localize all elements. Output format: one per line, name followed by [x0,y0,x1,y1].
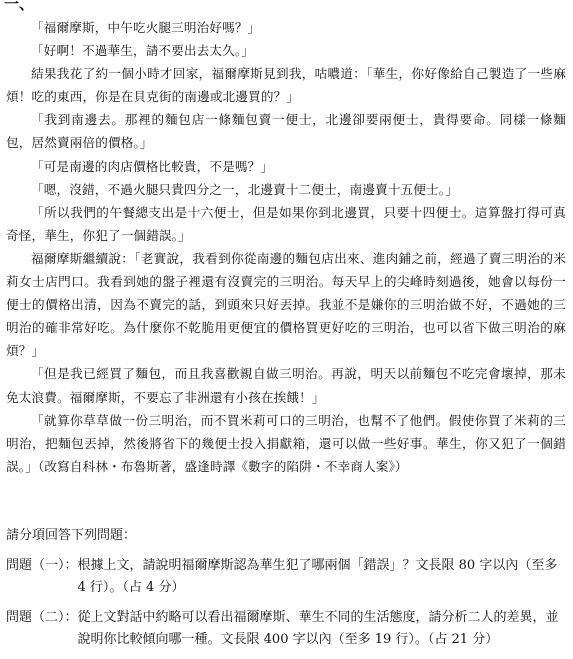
passage-paragraph: 「好啊！不過華生，請不要出去太久。」 [31,43,255,59]
section-heading: 一、 [4,0,35,13]
passage-paragraph: 結果我花了約一個小時才回家，福爾摩斯見到我，咕噥道：「華生，你好像給自己製造了一些麻煩！吃的東西，你是在貝克街的南邊或北邊買的？」 [6,66,566,105]
question-2 [6,607,568,651]
passage-paragraph: 「但是我已經買了麵包，而且我喜歡親自做三明治。再說，明天以前麵包不吃完會壞掉，那未免太浪費。福爾摩斯，不要忘了非洲還有小孩在挨餓！」 [6,366,566,405]
passage-paragraph: 「所以我們的午餐總支出是十六便士，但是如果你到北邊買，只要十四便士。這算盤打得可真奇怪，華生，你犯了一個錯誤。」 [6,204,566,243]
passage-paragraph: 「福爾摩斯，中午吃火腿三明治好嗎？」 [31,20,261,35]
question-1-label: 問題（一）： [6,558,78,573]
question-1 [6,555,568,599]
question-1-text: 根據上文，請說明福爾摩斯認為華生犯了哪兩個「錯誤」？文長限 80 字以內（至多 4 行）。（占 4 分） [77,558,558,595]
passage-paragraph: 「我到南邊去。那裡的麵包店一條麵包賣一便士，北邊卻要兩便士，貴得要命。同樣一條麵包，居然賣兩倍的價格。」 [6,112,566,151]
passage-paragraph: 福爾摩斯繼續說：「老實說，我看到你從南邊的麵包店出來、進肉鋪之前，經過了賣三明治的米莉女士店門口。我看到她的盤子裡還有沒賣完的三明治。每天早上的尖峰時刻過後，她會以每份一便士的價格出清，因為不賣完的話，到頭來只好丟掉。我並不是嫌你的三明治做不好，不過她的三明治的確非常好吃。為什麼你不乾脆用更便宜的價格買更好吃的三明治，也可以省下做三明治的麻煩？」 [6,250,566,359]
passage-paragraph: 「就算你草草做一份三明治，而不買米莉可口的三明治，也幫不了他們。假使你買了米莉的三明治，把麵包丟掉，然後將省下的幾便士投入捐獻箱，還可以做一些好事。華生，你又犯了一個錯誤。」（改寫自科林・布魯斯著，盛逢時譯《數字的陷阱・不幸商人案》） [6,412,566,474]
question-instructions: 請分項回答下列問題： [6,528,137,543]
question-2-label: 問題（二）： [6,610,78,625]
passage-paragraph: 「可是南邊的肉店價格比較貴，不是嗎？」 [31,158,274,174]
question-2-text: 從上文對話中約略可以看出福爾摩斯、華生不同的生活態度，請分析二人的差異，並說明你比較傾向哪一種。文長限 400 字以內（至多 19 行）。（占 21 分） [77,610,559,647]
reading-passage [6,16,566,478]
passage-paragraph: 「嗯，沒錯，不過火腿只貴四分之一，北邊賣十二便士，南邊賣十五便士。」 [31,181,458,197]
